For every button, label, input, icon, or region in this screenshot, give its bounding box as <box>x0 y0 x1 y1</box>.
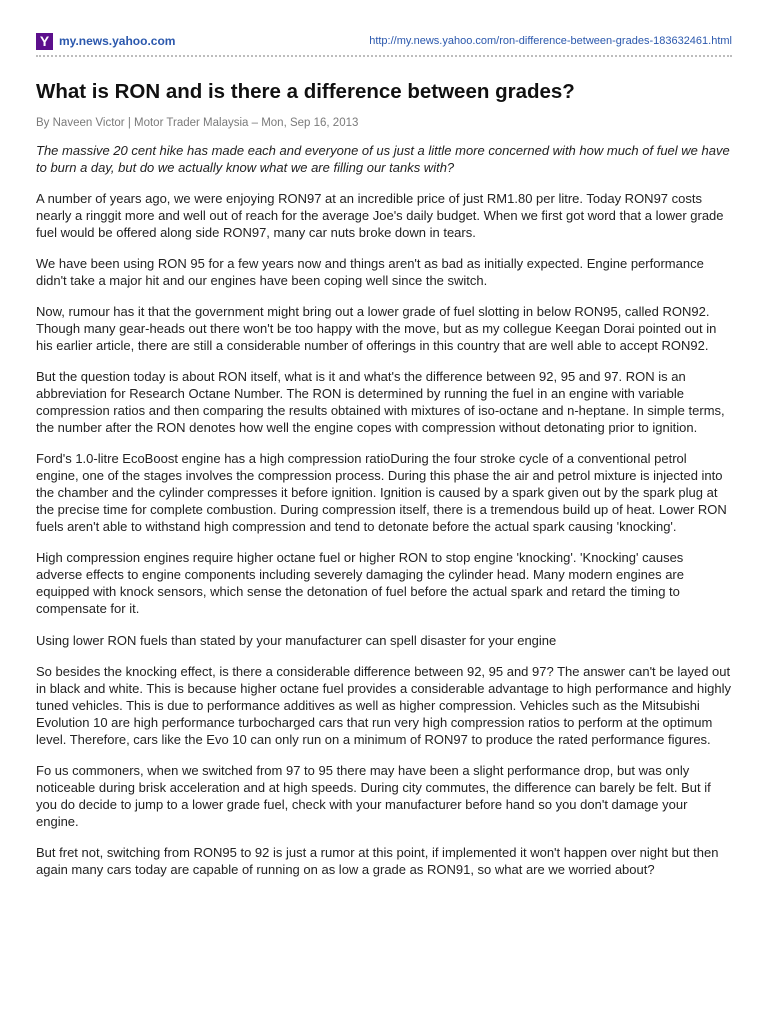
article-paragraph: So besides the knocking effect, is there a considerable difference between 92, 95 and 97? The answer can't be layed out in black and white. This is because higher octane fuel provides a considerable advantage to high performance and highly tuned vehicles. This is due to performance additives as well as higher compression. Vehicles such as the Mitsubishi Evolution 10 are high performance turbocharged cars that run very high compression ratios to perform at the optimum level. Therefore, cars like the Evo 10 can only run on a minimum of RON97 to produce the rated performance figures. <box>36 664 731 747</box>
header-divider <box>36 55 732 57</box>
source-url-link[interactable]: http://my.news.yahoo.com/ron-difference-between-grades-183632461.html <box>369 35 732 47</box>
page-header <box>36 32 732 52</box>
article-paragraph: A number of years ago, we were enjoying RON97 at an incredible price of just RM1.80 per litre. Today RON97 costs nearly a ringgit more and well out of reach for the average Joe's daily budget. When we first got word that a lower grade fuel would be offered along side RON97, many car nuts broke down in tears. <box>36 191 724 240</box>
article-title: What is RON and is there a difference between grades? <box>36 80 575 103</box>
article-paragraph: We have been using RON 95 for a few years now and things aren't as bad as initially expected. Engine performance didn't take a major hit and our engines have been coping well since the switch. <box>36 256 704 288</box>
article-paragraph: But fret not, switching from RON95 to 92 is just a rumor at this point, if implemented it won't happen over night but then again many cars today are capable of running on as low a grade as RON91, so what are we worried about? <box>36 845 719 877</box>
article-paragraph: High compression engines require higher octane fuel or higher RON to stop engine 'knocking'. 'Knocking' causes adverse effects to engine components including severely damaging the cylinder head. Many modern engines are equipped with knock sensors, which sense the detonation of fuel before the actual spark and retard the timing to compensate for it. <box>36 550 684 616</box>
article-paragraph: Now, rumour has it that the government might bring out a lower grade of fuel slotting in below RON95, called RON92. Though many gear-heads out there won't be too happy with the move, but as my collegue Keegan Dorai pointed out in his earlier article, there are still a considerable number of offerings in this country that are well able to accept RON92. <box>36 304 717 353</box>
site-link[interactable]: my.news.yahoo.com <box>59 34 176 48</box>
article-paragraph: Fo us commoners, when we switched from 97 to 95 there may have been a slight performance drop, but was only noticeable during brisk acceleration and at high speeds. During city commutes, the difference can barely be felt. But if you do decide to jump to a lower grade fuel, check with your manufacturer before hand so you don't damage your engine. <box>36 763 711 829</box>
article-byline: By Naveen Victor | Motor Trader Malaysia – Mon, Sep 16, 2013 <box>36 117 359 129</box>
article-paragraph: Ford's 1.0-litre EcoBoost engine has a high compression ratioDuring the four stroke cycle of a conventional petrol engine, one of the stages involves the compression process. During this phase the air and petrol mixture is injected into the chamber and the cylinder compresses it before ignition. Ignition is caused by a spark given out by the spark plug at the precise time for complete combustion. During compression itself, there is a tremendous build up of heat. Lower RON fuels aren't able to withstand high compression and tend to detonate before the actual spark causing 'knocking'. <box>36 451 727 534</box>
article <box>36 78 732 878</box>
yahoo-logo-icon: Y <box>36 33 53 50</box>
article-lead: The massive 20 cent hike has made each and everyone of us just a little more concerned with how much of fuel we have to burn a day, but do we actually know what we are filling our tanks with? <box>36 143 730 175</box>
article-paragraph: But the question today is about RON itself, what is it and what's the difference between 92, 95 and 97. RON is an abbreviation for Research Octane Number. The RON is determined by running the fuel in an engine with variable compression ratios and then comparing the results obtained with mixtures of iso-octane and n-heptane. In simple terms, the number after the RON denotes how well the engine copes with compression without detonating prior to ignition. <box>36 369 725 435</box>
article-paragraph: Using lower RON fuels than stated by your manufacturer can spell disaster for your engine <box>36 633 557 648</box>
